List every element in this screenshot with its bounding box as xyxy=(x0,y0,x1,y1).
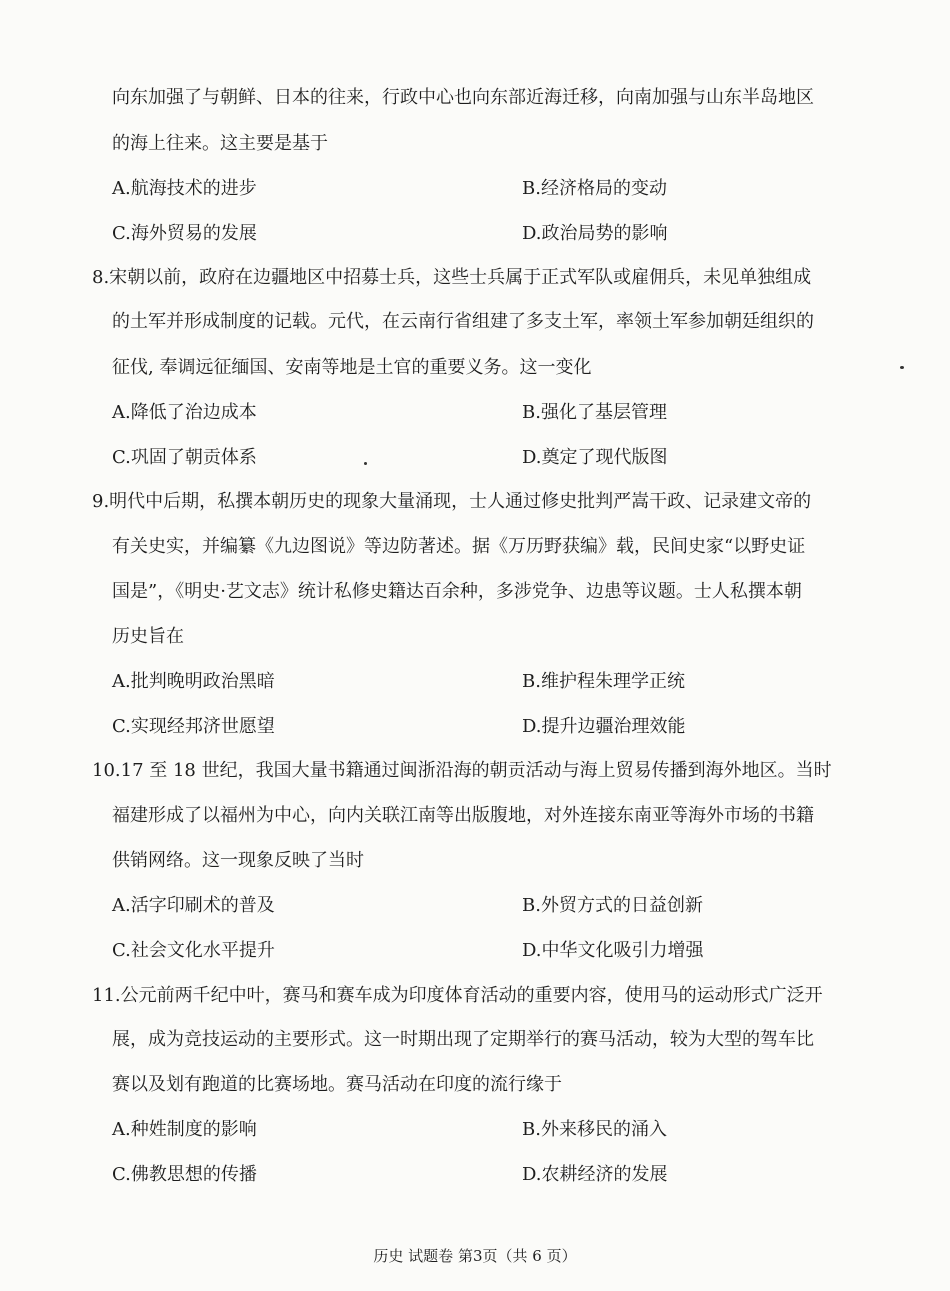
question-text-line: 征伐, 奉调远征缅国、安南等地是土官的重要义务。这一变化 xyxy=(112,357,592,378)
option-a[interactable]: A.活字印刷术的普及 xyxy=(112,895,275,916)
option-c[interactable]: C.海外贸易的发展 xyxy=(112,223,257,244)
question-text-line: 国是”，《明史·艺文志》统计私修史籍达百余种，多涉党争、边患等议题。士人私撰本朝 xyxy=(112,581,802,602)
option-d[interactable]: D.中华文化吸引力增强 xyxy=(522,940,704,961)
question-text-line: 历史旨在 xyxy=(112,626,184,647)
question-text-line: 赛以及划有跑道的比赛场地。赛马活动在印度的流行缘于 xyxy=(112,1074,562,1095)
option-c[interactable]: C.社会文化水平提升 xyxy=(112,940,275,961)
option-c[interactable]: C.实现经邦济世愿望 xyxy=(112,716,275,737)
question-text-line: 8.宋朝以前，政府在边疆地区中招募士兵，这些士兵属于正式军队或雇佣兵，未见单独组成 xyxy=(92,267,812,288)
option-a[interactable]: A.种姓制度的影响 xyxy=(112,1119,257,1140)
question-text-line: 展，成为竞技运动的主要形式。这一时期出现了定期举行的赛马活动，较为大型的驾车比 xyxy=(112,1029,814,1050)
question-text-line: 9.明代中后期，私撰本朝历史的现象大量涌现，士人通过修史批判严嵩干政、记录建文帝的 xyxy=(92,491,812,512)
question-text-line: 向东加强了与朝鲜、日本的往来，行政中心也向东部近海迁移，向南加强与山东半岛地区 xyxy=(112,87,814,108)
option-c[interactable]: C.巩固了朝贡体系 xyxy=(112,447,257,468)
page-footer: 历史 试题卷 第3页（共 6 页） xyxy=(373,1247,577,1265)
option-d[interactable]: D.农耕经济的发展 xyxy=(522,1164,668,1185)
option-b[interactable]: B.外来移民的涌入 xyxy=(522,1119,667,1140)
question-text-line: 福建形成了以福州为中心，向内关联江南等出版腹地，对外连接东南亚等海外市场的书籍 xyxy=(112,805,814,826)
option-b[interactable]: B.外贸方式的日益创新 xyxy=(522,895,703,916)
option-d[interactable]: D.奠定了现代版图 xyxy=(522,447,668,468)
question-text-line: 10.17 至 18 世纪，我国大量书籍通过闽浙沿海的朝贡活动与海上贸易传播到海外地区。当时 xyxy=(92,760,832,781)
option-d[interactable]: D.提升边疆治理效能 xyxy=(522,716,686,737)
option-b[interactable]: B.经济格局的变动 xyxy=(522,178,667,199)
option-b[interactable]: B.维护程朱理学正统 xyxy=(522,671,685,692)
question-text-line: 供销网络。这一现象反映了当时 xyxy=(112,850,364,871)
question-text-line: 的海上往来。这主要是基于 xyxy=(112,133,328,154)
option-b[interactable]: B.强化了基层管理 xyxy=(522,402,667,423)
question-text-line: 有关史实，并编纂《九边图说》等边防著述。据《万历野获编》载，民间史家“以野史证 xyxy=(112,536,806,557)
option-a[interactable]: A.航海技术的进步 xyxy=(112,178,257,199)
question-text-line: 的土军并形成制度的记载。元代，在云南行省组建了多支土军，率领土军参加朝廷组织的 xyxy=(112,311,814,332)
option-a[interactable]: A.降低了治边成本 xyxy=(112,402,257,423)
option-a[interactable]: A.批判晚明政治黑暗 xyxy=(112,671,275,692)
option-d[interactable]: D.政治局势的影响 xyxy=(522,223,668,244)
question-text-line: 11.公元前两千纪中叶，赛马和赛车成为印度体育活动的重要内容，使用马的运动形式广泛开 xyxy=(92,985,823,1006)
scan-speck xyxy=(900,366,904,369)
scan-speck xyxy=(364,462,367,465)
option-c[interactable]: C.佛教思想的传播 xyxy=(112,1164,257,1185)
